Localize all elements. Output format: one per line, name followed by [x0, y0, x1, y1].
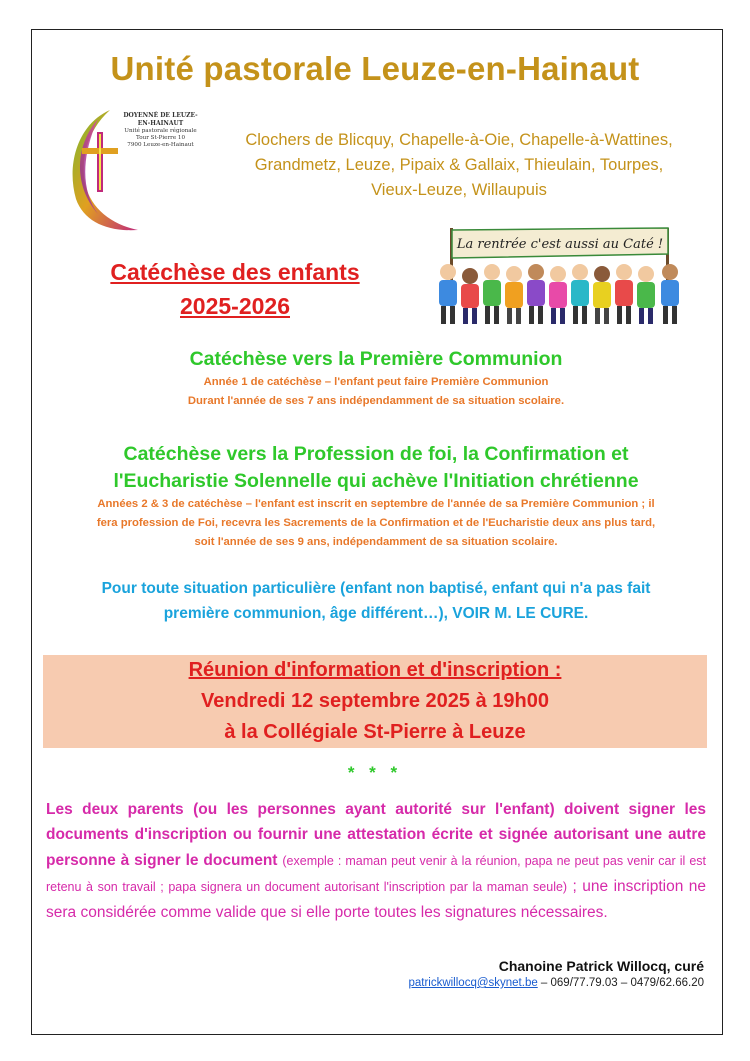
parents-notice: Les deux parents (ou les personnes ayant autorité sur l'enfant) doivent signer les documents d'inscription ou fournir une attestation écrite et signée autorisant une autre personne à signer le document (exemple : maman peut venir à la réunion, papa ne peut pas venir car il est retenu à son travail ; papa signera un document autorisant l'inscription par la maman seule) ; une inscription ne sera considérée comme valide que si elle porte toutes les signatures nécessaires.	[46, 801, 707, 922]
first-communion-section: Catéchèse vers la Première Communion Année 1 de catéchèse – l'enfant peut faire Première Communion Durant l'année de ses 7 ans indépendamment de sa situation scolaire.	[40, 346, 712, 411]
catechese-title: Catéchèse des enfants 2025-2026	[110, 259, 360, 319]
parish-logo	[58, 104, 208, 234]
email-link[interactable]: patrickwillocq@skynet.be	[408, 977, 538, 989]
kids-illustration	[430, 222, 695, 330]
signature-name: Chanoine Patrick Willocq, curé	[498, 958, 704, 974]
contact-info: patrickwillocq@skynet.be – 069/77.79.03 – 0479/62.66.20	[408, 977, 704, 989]
separator: * * *	[347, 763, 403, 782]
first-communion-heading: Catéchèse vers la Première Communion	[189, 348, 563, 370]
reunion-box: Réunion d'information et d'inscription : Vendredi 12 septembre 2025 à 19h00 à la Collégiale St-Pierre à Leuze	[43, 655, 707, 748]
profession-section: Catéchèse vers la Profession de foi, la Confirmation et l'Eucharistie Solennelle qui achève l'Initiation chrétienne Années 2 & 3 de catéchèse – l'enfant est inscrit en septembre de l'année de sa Première Communion ; il fera profession de Foi, recevra les Sacrements de la Confirmation et de l'Eucharistie deux ans plus tard, soit l'année de ses 9 ans, indépendamment de sa situation scolaire.	[96, 443, 656, 548]
special-situation-note: Pour toute situation particulière (enfant non baptisé, enfant qui n'a pas fait première communion, âge différent…), VOIR M. LE CURE.	[101, 580, 651, 622]
logo-text: DOYENNÉ DE LEUZE-EN-HAINAUT Unité pastorale régionale Tour St-Pierre 10 7900 Leuze-en-Hainaut	[123, 112, 198, 149]
page-title: Unité pastorale Leuze-en-Hainaut	[110, 50, 640, 87]
parishes-list: Clochers de Blicquy, Chapelle-à-Oie, Chapelle-à-Wattines, Grandmetz, Leuze, Pipaix & Gallaix, Thieulain, Tourpes, Vieux-Leuze, Willaupuis	[245, 131, 673, 199]
banner-text: La rentrée c'est aussi au Caté !	[456, 237, 664, 252]
